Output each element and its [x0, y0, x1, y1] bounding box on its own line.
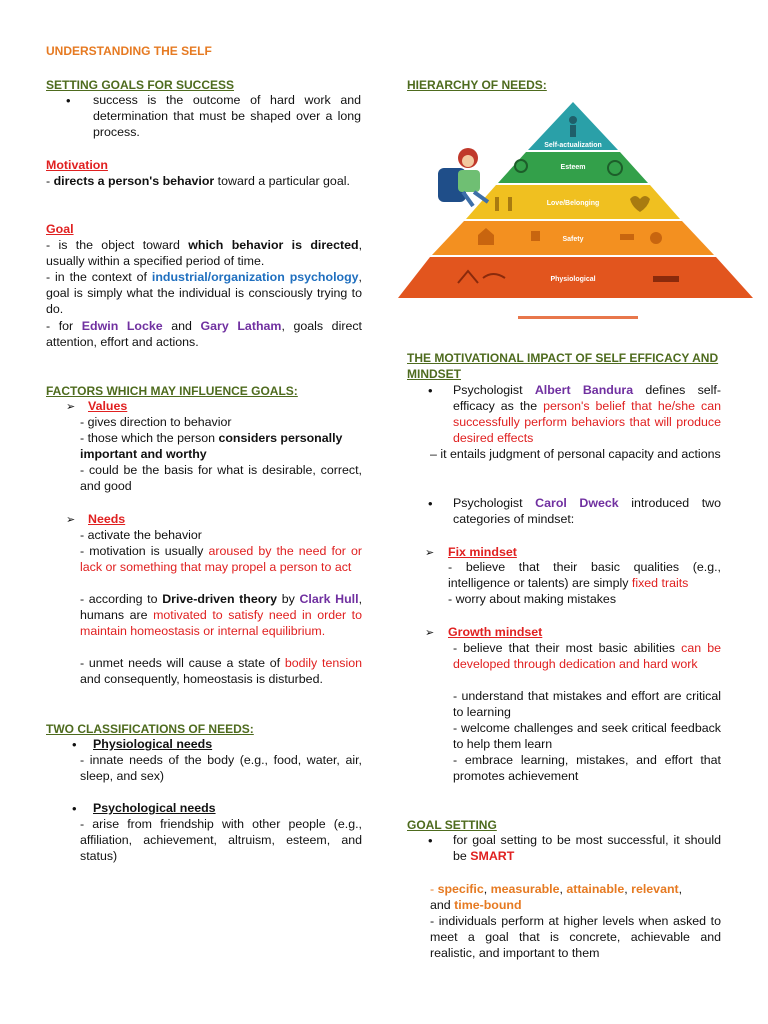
fix-mindset-item-1: - believe that their basic qualities (e.g., intelligence or talents) are simply fixed traits — [448, 560, 721, 590]
bullet-dot: • — [66, 93, 71, 108]
values-item-3: - could be the basis for what is desirable, correct, and good — [80, 463, 362, 493]
goal-line2: - in the context of industrial/organization psychology, goal is simply what the individual is consciously trying to do. — [46, 270, 362, 316]
needs-item-4: - unmet needs will cause a state of bodily tension and consequently, homeostasis is disturbed. — [80, 656, 362, 686]
values-label: Values — [88, 399, 128, 413]
bullet-dot: • — [72, 737, 77, 752]
growth-mindset-item-2: - understand that mistakes and effort are critical to learning — [453, 689, 721, 719]
growth-mindset-item-1: - believe that their most basic abilities can be developed through dedication and hard work — [453, 641, 722, 671]
setting-goals-heading: SETTING GOALS FOR SUCCESS — [46, 78, 235, 92]
setting-goals-bullet: success is the outcome of hard work and determination that must be shaped over a long process. — [93, 93, 361, 139]
physiological-needs-label: Physiological needs — [93, 737, 213, 751]
fix-mindset-item-2: - worry about making mistakes — [448, 592, 617, 606]
bullet-dot: • — [428, 496, 433, 511]
physiological-needs-text: - innate needs of the body (e.g., food, water, air, sleep, and sex) — [80, 753, 362, 783]
factors-heading: FACTORS WHICH MAY INFLUENCE GOALS: — [46, 384, 298, 398]
needs-item-1: - activate the behavior — [80, 528, 202, 542]
goal-line1: - is the object toward which behavior is directed, usually within a specified period of time. — [46, 238, 363, 268]
level-label: Physiological — [550, 276, 596, 283]
bandura-bullet: Psychologist Albert Bandura defines self-efficacy as the person's belief that he/she can successfully perform behaviors that will produce desired effects — [453, 383, 722, 445]
psychological-needs-text: - arise from friendship with other people (e.g., affiliation, achievement, altruism, esteem, and status) — [80, 817, 362, 863]
psychological-needs-label: Psychological needs — [93, 801, 216, 815]
motivation-label: Motivation — [46, 158, 108, 172]
perform-text: - individuals perform at higher levels when asked to meet a goal that is concrete, achievable and realistic, and important to them — [430, 914, 721, 960]
pill-icon — [620, 234, 634, 240]
bullet-dot: • — [428, 833, 433, 848]
self-efficacy-heading: THE MOTIVATIONAL IMPACT OF SELF EFFICACY AND MINDSET — [407, 351, 719, 381]
classifications-heading: TWO CLASSIFICATIONS OF NEEDS: — [46, 722, 254, 736]
level-label: Self-actualization — [544, 142, 602, 149]
level-label: Safety — [562, 236, 584, 243]
maslow-pyramid — [398, 98, 758, 330]
growth-mindset-item-3: - welcome challenges and seek critical feedback to help them learn — [453, 721, 721, 751]
person-icon — [569, 116, 577, 124]
fix-mindset-label: Fix mindset — [448, 545, 517, 559]
values-item-2: - those which the person considers personally important and worthy — [80, 431, 343, 461]
growth-mindset-item-4: - embrace learning, mistakes, and effort that promotes achievement — [453, 753, 721, 783]
arrow-bullet-icon: ➢ — [425, 627, 435, 639]
hierarchy-heading: HIERARCHY OF NEEDS: — [407, 78, 547, 92]
people-icon — [495, 197, 499, 211]
goal-setting-heading: GOAL SETTING — [407, 818, 497, 832]
level-label: Love/Belonging — [546, 200, 600, 207]
dweck-bullet: Psychologist Carol Dweck introduced two categories of mindset: — [453, 496, 722, 526]
values-item-1: - gives direction to behavior — [80, 415, 232, 429]
needs-label: Needs — [88, 512, 126, 526]
goal-setting-bullet: for goal setting to be most successful, it should be SMART — [453, 833, 721, 863]
motivation-text: - directs a person's behavior toward a particular goal. — [46, 174, 350, 188]
pyramid-base-line — [518, 316, 638, 319]
money-bag-icon — [650, 232, 662, 244]
arrow-bullet-icon: ➢ — [425, 547, 435, 559]
growth-mindset-label: Growth mindset — [448, 625, 543, 639]
lock-icon — [531, 231, 540, 241]
needs-item-3: - according to Drive-driven theory by Clark Hull, humans are motivated to satisfy need in order to maintain homeostasis or internal equilibrium. — [80, 592, 363, 638]
goal-label: Goal — [46, 222, 74, 236]
level-label: Esteem — [560, 164, 586, 171]
document-title: UNDERSTANDING THE SELF — [46, 44, 212, 58]
arrow-bullet-icon: ➢ — [66, 401, 76, 413]
bullet-dot: • — [72, 801, 77, 816]
arrow-bullet-icon: ➢ — [66, 514, 76, 526]
smart-list: - specific, measurable, attainable, relevant, and time-bound — [430, 882, 683, 912]
needs-item-2: - motivation is usually aroused by the need for or lack or something that may propel a person to act — [80, 544, 362, 574]
bed-icon — [653, 276, 679, 282]
goal-line3: - for Edwin Locke and Gary Latham, goals direct attention, effort and actions. — [46, 319, 362, 349]
judgment-text: – it entails judgment of personal capacity and actions — [430, 447, 721, 461]
bullet-dot: • — [428, 383, 433, 398]
